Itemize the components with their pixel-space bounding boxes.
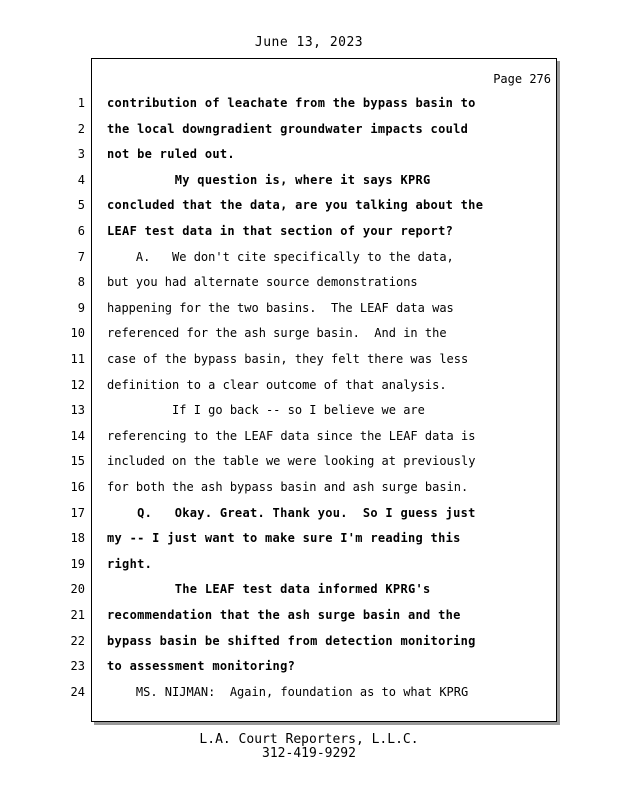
line-text: included on the table we were looking at previously [107,454,476,468]
line-text: contribution of leachate from the bypass basin to [107,96,476,110]
line-text: referencing to the LEAF data since the LEAF data is [107,429,476,443]
line-number: 20 [70,582,85,596]
line-text: If I go back -- so I believe we are [107,403,425,417]
line-number: 1 [77,96,85,110]
line-number: 2 [77,122,85,136]
line-text: but you had alternate source demonstrations [107,275,418,289]
footer [0,733,618,761]
line-text: my -- I just want to make sure I'm reading this [107,531,461,545]
line-text: the local downgradient groundwater impacts could [107,122,469,136]
line-text: referenced for the ash surge basin. And in the [107,326,447,340]
line-text: not be ruled out. [107,147,235,161]
line-text: definition to a clear outcome of that analysis. [107,378,447,392]
line-text: The LEAF test data informed KPRG's [107,582,431,596]
reporter-phone: 312-419-9292 [262,746,356,761]
line-number: 9 [77,301,85,315]
line-number: 6 [77,224,85,238]
line-number: 13 [70,403,85,417]
line-text: recommendation that the ash surge basin and the [107,608,461,622]
line-number: 11 [70,352,85,366]
line-text: right. [107,557,153,571]
line-number: 7 [77,250,85,264]
transcript-page-frame [91,58,557,722]
line-number: 12 [70,378,85,392]
line-number: 23 [70,659,85,673]
line-text: case of the bypass basin, they felt there was less [107,352,469,366]
line-text: LEAF test data in that section of your report? [107,224,454,238]
line-number: 17 [70,506,85,520]
line-number: 18 [70,531,85,545]
line-number: 3 [77,147,85,161]
line-number: 10 [70,326,85,340]
line-number: 19 [70,557,85,571]
line-number: 24 [70,685,85,699]
reporter-company: L.A. Court Reporters, L.L.C. [199,732,419,747]
line-number: 8 [77,275,85,289]
line-number: 14 [70,429,85,443]
page-number: Page 276 [493,72,551,86]
line-text: A. We don't cite specifically to the data, [107,250,454,264]
header-date: June 13, 2023 [254,35,364,50]
line-text: for both the ash bypass basin and ash surge basin. [107,480,469,494]
line-text: Q. Okay. Great. Thank you. So I guess just [107,506,476,520]
line-number: 16 [70,480,85,494]
line-text: MS. NIJMAN: Again, foundation as to what KPRG [107,685,469,699]
line-text: happening for the two basins. The LEAF data was [107,301,454,315]
line-text: to assessment monitoring? [107,659,296,673]
line-text: bypass basin be shifted from detection monitoring [107,634,476,648]
line-number: 21 [70,608,85,622]
line-text: My question is, where it says KPRG [107,173,431,187]
line-number: 22 [70,634,85,648]
line-number: 5 [77,198,85,212]
line-number: 15 [70,454,85,468]
line-text: concluded that the data, are you talking about the [107,198,484,212]
line-number: 4 [77,173,85,187]
